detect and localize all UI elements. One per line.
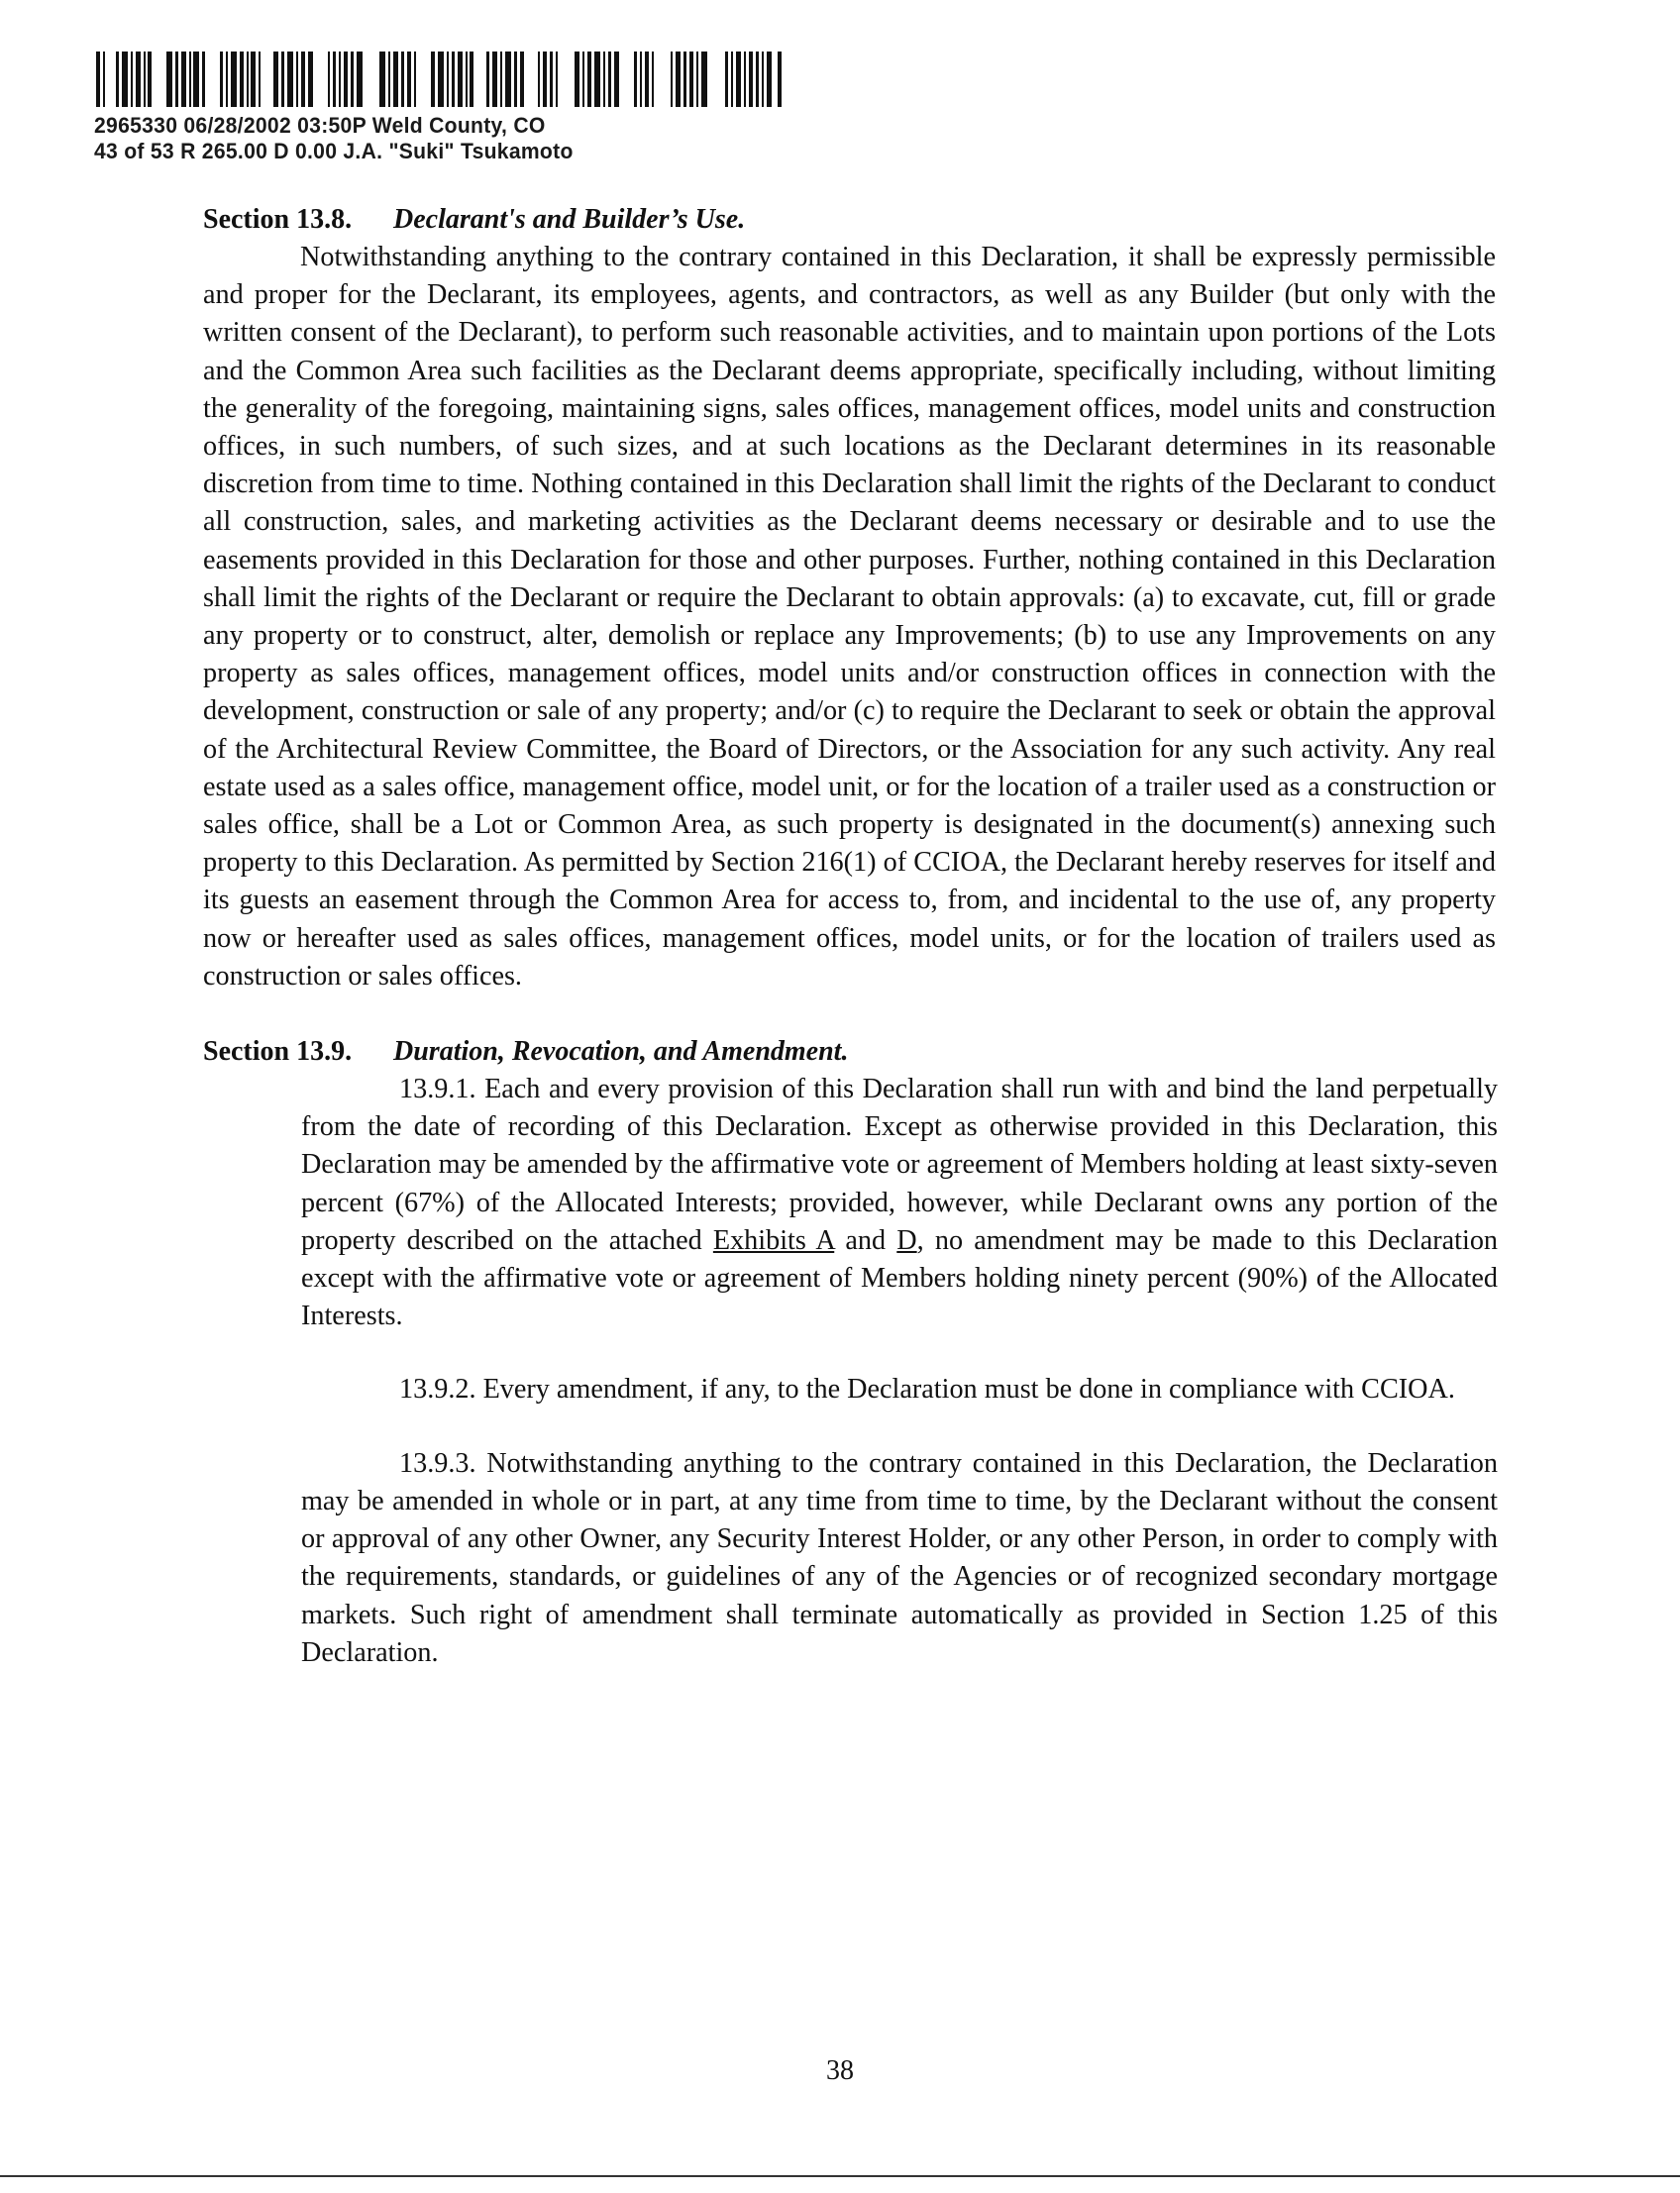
subsection-13-9-1-text-b: and <box>834 1224 897 1256</box>
subsection-13-9-3: 13.9.3. Notwithstanding anything to the contrary contained in this Declaration, the Declaration may be amended in whole or in part, at any time from time to time, by the Declarant without the consent or approval of any other Owner, any Security Interest Holder, or any other Person, in order to comply with the requirements, standards, or guidelines of any of the Agencies or of recognized secondary mortgage markets. Such right of amendment shall terminate automatically as provided in Section 1.25 of this Declaration. <box>301 1447 1498 1668</box>
subsection-13-9-2: 13.9.2. Every amendment, if any, to the Declaration must be done in compliance with CCIOA. <box>399 1374 1455 1406</box>
section-13-9-title: Duration, Revocation, and Amendment. <box>393 1036 849 1068</box>
section-13-9-number: Section 13.9. <box>203 1036 353 1068</box>
exhibit-d-reference: D <box>896 1224 917 1256</box>
page-number: 38 <box>826 2055 854 2086</box>
section-13-9-subsections <box>301 1071 1498 1672</box>
section-13-8-title: Declarant's and Builder’s Use. <box>393 204 746 235</box>
section-13-8-paragraph: Notwithstanding anything to the contrary contained in this Declaration, it shall be expressly permissible and proper for the Declarant, its employees, agents, and contractors, as well as any Builder (but only with the written consent of the Declarant), to perform such reasonable activities, and to maintain upon portions of the Lots and the Common Area such facilities as the Declarant deems appropriate, specifically including, without limiting the generality of the foregoing, maintaining signs, sales offices, management offices, model units and construction offices, in such numbers, of such sizes, and at such locations as the Declarant determines in its reasonable discretion from time to time. Nothing contained in this Declaration shall limit the rights of the Declarant to conduct all construction, sales, and marketing activities as the Declarant deems necessary or desirable and to use the easements provided in this Declaration for those and other purposes. Further, nothing contained in this Declaration shall limit the rights of the Declarant or require the Declarant to obtain approvals: (a) to excavate, cut, fill or grade any property or to construct, alter, demolish or replace any Improvements; (b) to use any Improvements on any property as sales offices, management offices, model units and/or construction offices in connection with the development, construction or sale of any property; and/or (c) to require the Declarant to seek or obtain the approval of the Architectural Review Committee, the Board of Directors, or the Association for any such activity. Any real estate used as a sales office, management office, model unit, or for the location of a trailer used as a construction or sales office, shall be a Lot or Common Area, as such property is designated in the document(s) annexing such property to this Declaration. As permitted by Section 216(1) of CCIOA, the Declarant hereby reserves for itself and its guests an easement through the Common Area for access to, from, and incidental to the use of, any property now or hereafter used as sales offices, management offices, model units, or for the location of trailers used as construction or sales offices. <box>203 242 1496 992</box>
section-13-9-heading <box>203 1033 1496 1071</box>
subsection-13-9-1-text-a: 13.9.1. Each and every provision of this Declaration shall run with and bind the land perpetually from the date of recording of this Declaration. Except as otherwise provided in this Declaration, this Declaration may be amended by the affirmative vote or agreement of Members holding at least sixty-seven percent (67%) of the Allocated Interests; provided, however, while Declarant owns any portion of the property described on the attached <box>301 1074 1498 1256</box>
barcode <box>94 52 788 107</box>
recording-stamp-line-1: 2965330 06/28/2002 03:50P Weld County, CO <box>94 113 546 138</box>
section-13-8-number: Section 13.8. <box>203 204 353 235</box>
subsection-13-9-1 <box>301 1071 1498 1335</box>
recording-stamp <box>94 52 807 164</box>
subsection-13-9-1-text-c: , no amendment may be made to this Declaration except with the affirmative vote or agreement of Members holding ninety percent (90%) of the Allocated Interests. <box>301 1224 1499 1332</box>
exhibit-a-reference: Exhibits A <box>712 1224 835 1256</box>
section-13-8-heading <box>203 201 1496 239</box>
bottom-rule <box>0 2175 1680 2177</box>
document-body <box>203 201 1499 1672</box>
recording-stamp-line-2: 43 of 53 R 265.00 D 0.00 J.A. "Suki" Tsukamoto <box>94 139 574 163</box>
